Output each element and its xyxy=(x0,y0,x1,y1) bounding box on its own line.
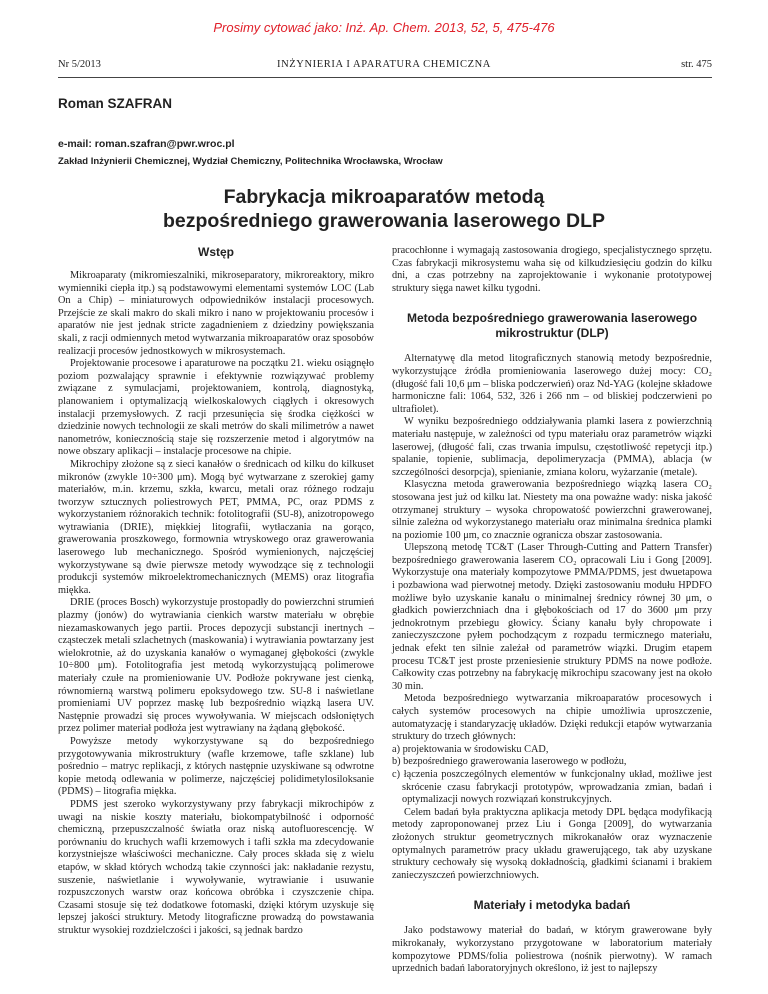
title-line-2: bezpośredniego grawerowania laserowego DLP xyxy=(162,210,606,232)
paragraph: Powyższe metody wykorzystywane są do bezpośredniego przygotowywania mikrostruktury (wafle krzemowe, tafle szklane) lub pośrednio – matryc replikacji, z których następnie uzyskiwane są odwrotne kopie metodą odlewania w polimerze, najczęściej polidimetylosiloksanie (PDMS) – litografia miękka. xyxy=(58,735,374,798)
method-heading-line-2: mikrostruktur (DLP) xyxy=(495,326,609,341)
paragraph: Alternatywę dla metod litograficznych stanowią metody bezpośrednie, wykorzystujące źródła promieniowania laserowego dużej mocy: CO₂ (długość fali 10,6 μm – bliska podczerwień) oraz Nd-YAG (kolejne składowe harmoniczne fali: 1064, 532, 326 i 266 nm – od bliskiej podczerwieni po ultrafiolet). xyxy=(392,353,712,415)
paragraph: Ulepszoną metodę TC&T (Laser Through-Cutting and Pattern Transfer) bezpośredniego grawerowania laserem CO₂ opracowali Liu i Gong [2009]. Wykorzystuje ona materiały kompozytowe PMMA/PDMS, jest dwuetapowa i pozbawiona wad pierwotnej metody. Dzięki zastosowaniu modułu HPDFO możliwe było uzyskanie kanału o minimalnej średnicy równej 30 μm, o gładkich powierzchniach dna i głębokościach od 17 do 3600 μm przy jednokrotnym przebiegu głowicy. Ściany kanału były chropowate i zanieczyszczone pyłem pochodzącym z rozpadu termicznego materiału, jednak efekt ten silnie zależał od parametrów wiązki. Drugim etapem procesu TC&T jest proste przeniesienie struktury PDMS na nowe podłoże. Całkowity czas potrzebny na fabrykację mikrochipu szacowany jest na około 30 min. xyxy=(392,542,712,692)
section-heading-intro: Wstęp xyxy=(198,245,234,259)
right-column xyxy=(392,245,712,976)
section-heading-materials: Materiały i metodyka badań xyxy=(473,898,631,913)
method-heading-line-1: Metoda bezpośredniego grawerowania laserowego xyxy=(406,311,698,326)
paragraph: PDMS jest szeroko wykorzystywany przy fabrykacji mikrochipów z uwagi na niskie koszty materiału, biokompatybilność i odporność chemiczną, przepuszczalność światła oraz niską autofluorescencję. W porównaniu do kruchych wafli krzemowych i tafli szkła ma zdecydowanie korzystniejsze właściwości mechaniczne. Cały proces składa się z wielu etapów, w skład których wchodzą takie czynności jak: nakładanie rezystu, suszenie, naświetlanie i wywoływanie, wytrawianie i usuwanie rozpuszczonych warstw oraz końcowa obróbka i czyszczenie chipa. Czasami stosuje się też dodatkowe fotomaski, dzięki którym uzyskuje się lepszej jakości struktury. Metody litograficzne prowadzą do powstawania struktur wysokiej rozdzielczości i jakości, są jednak bardzo xyxy=(58,798,374,936)
paragraph: DRIE (proces Bosch) wykorzystuje prostopadły do powierzchni strumień plazmy (jonów) do wytrawiania cienkich warstw materiału w obrębie niezamaskowanych jego partii. Proces depozycji substancji inertnych – cząsteczek metali szlachetnych (maskowania) i wytrawiania powtarzany jest wielokrotnie, aż do uzyskania kanałów o wymaganej głębokości (zwykle 10÷800 μm). Fotolitografia jest metodą wykorzystującą polimerowe materiały czułe na promieniowanie UV. Podłoże pokrywane jest cienką, równomierną warstwą polimeru epoksydowego tzw. SU-8 i naświetlane promieniami UV poprzez maskę lub bezpośrednio wiązką lasera UV. Następnie prowadzi się proces wywoływania. W miejscach odsłoniętych przez polimer materiał podłoża jest wytrawiany na żądaną głębokość. xyxy=(58,597,374,735)
author-affiliation: Zakład Inżynierii Chemicznej, Wydział Chemiczny, Politechnika Wrocławska, Wrocław xyxy=(58,156,443,167)
title-line-1: Fabrykacja mikroaparatów metodą xyxy=(223,186,545,208)
paragraph: pracochłonne i wymagają zastosowania drogiego, specjalistycznego sprzętu. Czas fabrykacji mikrosystemu waha się od kilkudziesięciu godzin do kilku dni, a czas potrzebny na zaprojektowanie i wykonanie prototypowej struktury sięga nawet kilku tygodni. xyxy=(392,245,712,294)
paragraph: Klasyczna metoda grawerowania bezpośredniego wiązką lasera CO₂ stosowana jest już od kilku lat. Niestety ma ona poważne wady: niska jakość otrzymanej struktury – wysoka chropowatość powierzchni grawerowanej, silnie zależna od wykorzystanego materiału oraz minimalna średnica plamki na poziomie 100 μm, co znacznie ogranicza obszar zastosowania. xyxy=(392,479,712,541)
issue-number: Nr 5/2013 xyxy=(58,59,101,70)
author-email: e-mail: roman.szafran@pwr.wroc.pl xyxy=(58,138,235,150)
list-item: a) projektowania w środowisku CAD, xyxy=(392,743,549,755)
header-divider xyxy=(58,77,712,78)
section-heading-method xyxy=(392,311,712,341)
paragraph: Mikrochipy złożone są z sieci kanałów o średnicach od kilku do kilkuset mikronów (zwykle 10÷300 μm). Mogą być wytwarzane z szerokiej gamy materiałów, m.in. krzemu, szkła, kwarcu, metali oraz różnego rodzaju tworzyw sztucznych poliestrowych PET, PMMA, PC, oraz PDMS z wykorzystaniem różnorakich technik: fotolitografii (SU-8), anizotropowego wytrawiania (DRIE), miękkiej litografii, wytłaczania na gorąco, grawerowania proszkowego, formownia wtryskowego oraz grawerowania laserowego lub mechanicznego. Spośród wymienionych, najczęściej wykorzystywane są dwie pierwsze metody wywodzące się z technologii produkcji systemów mikroelektromechanicznych (MEMS) oraz litografia miękka. xyxy=(58,458,374,596)
page-number: str. 475 xyxy=(681,59,712,70)
citation-note: Prosimy cytować jako: Inż. Ap. Chem. 2013, 52, 5, 475-476 xyxy=(213,20,555,35)
paragraph: Metoda bezpośredniego wytwarzania mikroaparatów procesowych i całych systemów procesowych na chipie umożliwia uproszczenie, automatyzację i standaryzację układów. Dzięki redukcji etapów wytwarzania struktury do trzech głównych: xyxy=(392,693,712,743)
left-column xyxy=(58,245,374,937)
paragraph: Celem badań była praktyczna aplikacja metody DPL będąca modyfikacją metody zaproponowanej przez Liu i Gonga [2009], do wytwarzania złożonych struktur geometrycznych mikrokanałów oraz wyznaczenie optymalnych parametrów pracy układu grawerującego, tak aby uzyskane struktury cechowały się wysoką dokładnością, gładkimi ścianami i brakiem zanieczyszczeń powierzchniowych. xyxy=(392,806,712,881)
author-name: Roman SZAFRAN xyxy=(58,96,172,111)
paragraph: Jako podstawowy materiał do badań, w którym grawerowane były mikrokanały, wykorzystano przygotowane w laboratorium materiały kompozytowe PDMS/folia poliestrowa (nośnik pierwotny). W ramach uprzednich badań laboratoryjnych określono, iż jest to najlepszy xyxy=(392,925,712,975)
journal-name: INŻYNIERIA I APARATURA CHEMICZNA xyxy=(277,59,491,70)
paragraph: Mikroaparaty (mikromieszalniki, mikroseparatory, mikroreaktory, mikro wymienniki ciepła itp.) są podstawowymi elementami systemów LOC (Lab On a Chip) – miniaturowych odpowiedników instalacji procesowych. Przejście ze skali makro do skali mikro i nano w projektowaniu procesów i aparatów nie jest jednak stricte zagadnieniem z dziedziny powiększania skali, z racji odmiennych metod wytwarzania mikroaparatów oraz sposobów realizacji procesów jednostkowych w mikrosystemach. xyxy=(58,270,374,357)
list-item: b) bezpośredniego grawerowania laserowego w podłożu, xyxy=(392,756,627,768)
paragraph: Projektowanie procesowe i aparaturowe na początku 21. wieku osiągnęło poziom pozwalający sprawnie i efektywnie rozwiązywać problemy związane z symulacjami, projektowaniem, kontrolą, diagnostyką, planowaniem i optymalizacją wielkoskalowych ciągłych i okresowych instalacji przemysłowych. Z racji przesunięcia się środka ciężkości w dziedzinie nowych technologii ze skali metrów do skali milimetrów a nawet nanometrów, koniecznością staje się rozszerzenie metod i algorytmów na nowe obszary aplikacji – instalacje procesowe na chipie. xyxy=(58,358,374,458)
list-item: c) łączenia poszczególnych elementów w funkcjonalny układ, możliwe jest skrócenie czasu fabrykacji prototypów, wprowadzania zmian, badań i optymalizacji nowych rozwiązań konstrukcyjnych. xyxy=(392,768,712,806)
paragraph: W wyniku bezpośredniego oddziaływania plamki lasera z powierzchnią materiału następuje, w zależności od typu materiału oraz parametrów wiązki laserowej, (długość fali, czas trwania impulsu, częstotliwość repetycji itp.) spalanie, topienie, sublimacja, depolimeryzacja (PMMA), ablacja (w szczególności desorpcja), spienianie, zmiana koloru, wyżarzanie (metale). xyxy=(392,416,712,478)
article-title xyxy=(0,185,768,233)
